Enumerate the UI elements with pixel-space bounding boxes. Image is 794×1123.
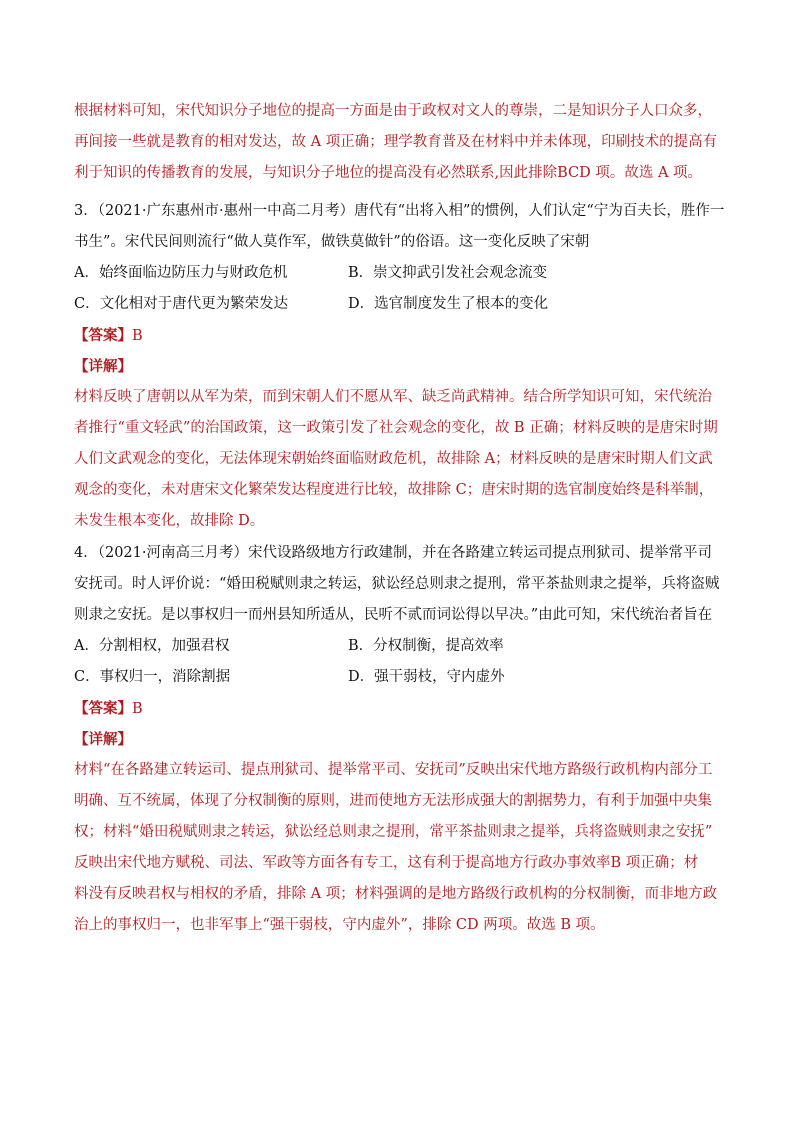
answer-tag: 【答案】 <box>74 327 132 344</box>
option-b: B．分权制衡，提高效率 <box>348 638 504 654</box>
explanation-line: 者推行“重文轻武”的治国政策，这一政策引发了社会观念的变化，故 B 正确；材料反映的是唐宋时期 <box>74 420 718 436</box>
option-d: D．强干弱枝，守内虚外 <box>348 669 505 685</box>
explanation-line: 未发生根本变化，故排除 D。 <box>74 513 265 529</box>
detail-line <box>74 724 724 755</box>
explanation-line: 人们文武观念的变化，无法体现宋朝始终面临财政危机，故排除 A；材料反映的是唐宋时期人们文武 <box>74 451 713 467</box>
explanation-line: 再间接一些就是教育的相对发达，故 A 项正确；理学教育普及在材料中并未体现，印刷技术的提高有 <box>74 134 718 150</box>
question-stem-line: 安抚司。时人评价说：“婚田税赋则隶之转运，狱讼经总则隶之提刑，常平茶盐则隶之提举，兵将盗贼 <box>74 576 720 592</box>
options-row <box>74 631 724 662</box>
option-d: D．选官制度发生了根本的变化 <box>348 296 549 312</box>
options-row <box>74 258 724 289</box>
option-b: B．崇文抑武引发社会观念流变 <box>348 265 548 281</box>
option-a: A．始终面临边防压力与财政危机 <box>74 265 288 281</box>
question-stem-line: 3．（2021·广东惠州市·惠州一中高二月考）唐代有“出将入相”的惯例，人们认定“宁为百夫长，胜作一 <box>74 203 724 219</box>
option-c: C．事权归一，消除割据 <box>74 669 231 685</box>
explanation-line: 反映出宋代地方赋税、司法、军政等方面各有专工，这有利于提高地方行政办事效率B 项正确；材 <box>74 855 699 871</box>
explanation-line: 料没有反映君权与相权的矛盾，排除 A 项；材料强调的是地方路级行政机构的分权制衡，而非地方政 <box>74 886 718 902</box>
question-4 <box>74 538 724 941</box>
explanation-line: 治上的事权归一，也非军事上“强干弱枝，守内虚外”，排除 CD 两项。故选 B 项。 <box>74 917 605 933</box>
options-row <box>74 662 724 693</box>
answer-tag: 【答案】 <box>74 700 132 717</box>
explanation-line: 观念的变化，未对唐宋文化繁荣发达程度进行比较，故排除 C；唐宋时期的选官制度始终是科举制， <box>74 482 714 498</box>
option-c: C．文化相对于唐代更为繁荣发达 <box>74 296 289 312</box>
explanation-line: 利于知识的传播教育的发展，与知识分子地位的提高没有必然联系,因此排除BCD 项。故选 A 项。 <box>74 165 703 181</box>
answer-value: B <box>132 701 143 717</box>
answer-line <box>74 320 724 351</box>
answer-value: B <box>132 328 143 344</box>
question-stem-line: 4．（2021·河南高三月考）宋代设路级地方行政建制，并在各路建立转运司提点刑狱司、提举常平司 <box>74 545 712 561</box>
detail-line <box>74 351 724 382</box>
explanation-line: 材料反映了唐朝以从军为荣，而到宋朝人们不愿从军、缺乏尚武精神。结合所学知识可知，宋代统治 <box>74 389 712 405</box>
question-4-explanation <box>74 755 724 941</box>
option-a: A．分割相权，加强君权 <box>74 638 230 654</box>
explanation-line: 根据材料可知，宋代知识分子地位的提高一方面是由于政权对文人的尊崇，二是知识分子人口众多， <box>74 103 712 119</box>
detail-tag: 【详解】 <box>74 731 132 748</box>
answer-line <box>74 693 724 724</box>
explanation-line: 权；材料“婚田税赋则隶之转运，狱讼经总则隶之提刑，常平茶盐则隶之提举，兵将盗贼则隶之安抚” <box>74 824 713 840</box>
explanation-line: 明确、互不统属，体现了分权制衡的原则，进而使地方无法形成强大的割据势力，有利于加强中央集 <box>74 793 712 809</box>
question-stem-line: 则隶之安抚。是以事权归一而州县知所适从，民听不贰而词讼得以早决。”由此可知，宋代统治者旨在 <box>74 607 713 623</box>
options-row <box>74 289 724 320</box>
question-3-explanation <box>74 382 724 537</box>
question-3 <box>74 196 724 537</box>
detail-tag: 【详解】 <box>74 358 132 375</box>
explanation-line: 材料“在各路建立转运司、提点刑狱司、提举常平司、安抚司”反映出宋代地方路级行政机构内部分工 <box>74 762 713 778</box>
question-stem-line: 书生”。宋代民间则流行“做人莫作军，做铁莫做针”的俗语。这一变化反映了宋朝 <box>74 234 590 250</box>
intro-explanation <box>74 96 724 189</box>
